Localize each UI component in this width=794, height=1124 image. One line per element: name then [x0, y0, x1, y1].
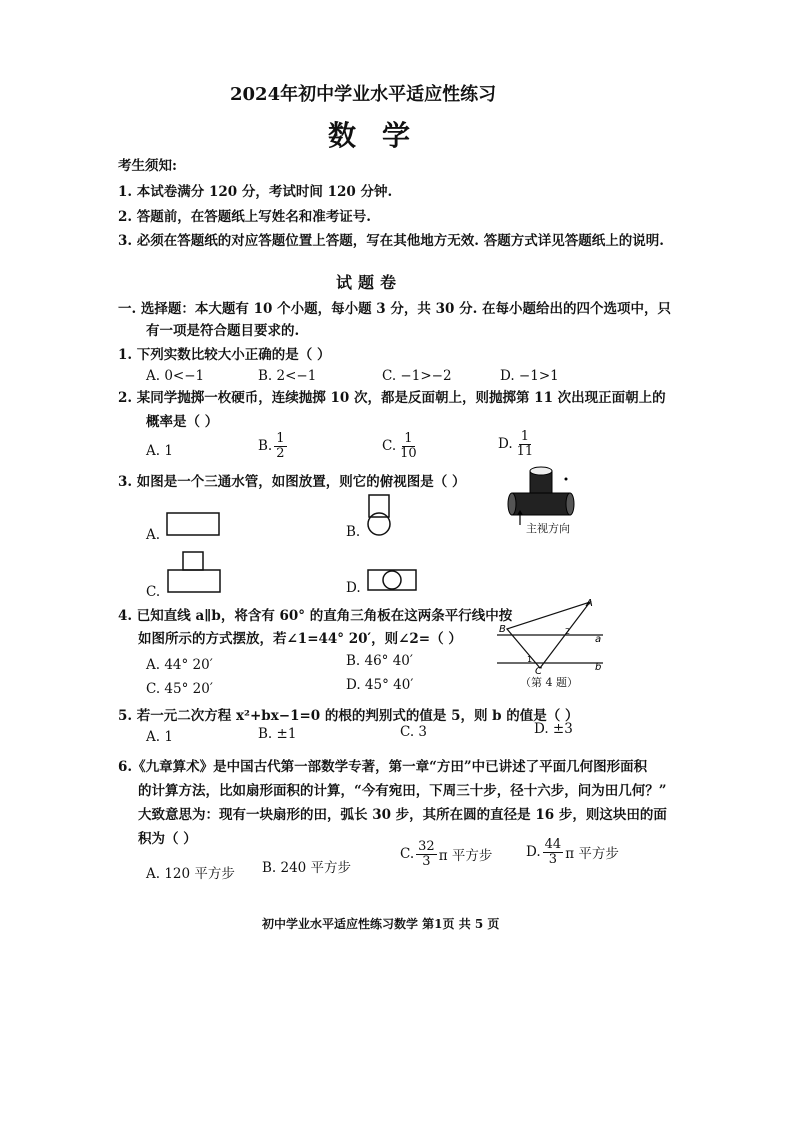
- q4-option-a: A. 44° 20′: [146, 657, 213, 673]
- q5-option-c: C. 3: [400, 724, 428, 740]
- notice-item-2: 2. 答题前，在答题纸上写姓名和准考证号.: [118, 209, 371, 225]
- notice-item-3: 3. 必须在答题纸的对应答题位置上答题，写在其他地方无效. 答题方式详见答题纸上的说明.: [118, 233, 664, 249]
- q4-geometry-figure: [495, 596, 610, 674]
- page-footer: 初中学业水平适应性练习数学 第1页 共 5 页: [262, 917, 500, 931]
- subject-title: 数学: [328, 119, 437, 152]
- q6-option-d-fraction: $\frac{44}{3}$: [544, 837, 562, 867]
- q4-option-b: B. 46° 40′: [346, 653, 413, 669]
- q4-stem-cont: 如图所示的方式摆放，若∠1=44° 20′，则∠2=（ ）: [138, 631, 462, 647]
- q6-option-c: [400, 840, 492, 868]
- q2-option-d-label: D.: [498, 436, 513, 453]
- q4-option-c: C. 45° 20′: [146, 681, 213, 697]
- q1-option-c: C. −1>−2: [382, 368, 452, 384]
- q1-option-b: B. 2<−1: [258, 368, 317, 384]
- q6-stem-cont-2: 大致意思为：现有一块扇形的田，弧长 30 步，其所在圆的直径是 16 步，则这块田的面: [138, 807, 667, 823]
- label-a: a: [595, 634, 602, 645]
- q2-stem-cont: 概率是（ ）: [146, 414, 219, 430]
- q3-view-direction-label: 主视方向: [526, 522, 570, 535]
- q6-option-a: A. 120 平方步: [146, 866, 235, 882]
- label-A: A: [586, 598, 593, 609]
- part1-instruction: 一. 选择题：本大题有 10 个小题，每小题 3 分，共 30 分. 在每小题给出的四个选项中，只: [118, 301, 671, 317]
- q6-option-d-label: D.: [526, 844, 541, 861]
- q3-option-d-label: D.: [346, 580, 361, 596]
- q1-stem: 1. 下列实数比较大小正确的是（ ）: [118, 347, 331, 363]
- q6-option-b: B. 240 平方步: [262, 860, 352, 876]
- q3-option-d-figure: [366, 568, 420, 594]
- q3-option-b-figure: [364, 494, 394, 538]
- q2-stem: 2. 某同学抛掷一枚硬币，连续抛掷 10 次，都是反面朝上，则抛掷第 11 次出现正面朝上的: [118, 390, 666, 406]
- q3-stem: 3. 如图是一个三通水管，如图放置，则它的俯视图是（ ）: [118, 474, 466, 490]
- q4-figure-caption: （第 4 题）: [520, 676, 578, 689]
- q2-option-c-label: C.: [382, 438, 397, 455]
- q5-option-b: B. ±1: [258, 726, 297, 742]
- part1-instruction-cont: 有一项是符合题目要求的.: [146, 323, 300, 339]
- q2-option-d: [498, 430, 537, 458]
- q6-stem-cont-3: 积为（ ）: [138, 831, 197, 847]
- label-angle-2: 2: [565, 627, 571, 636]
- q2-option-c: [382, 432, 421, 460]
- q6-option-d-tail: π 平方步: [565, 846, 619, 863]
- q4-stem: 4. 已知直线 a∥b，将含有 60° 的直角三角板在这两条平行线中按: [118, 608, 513, 624]
- q6-stem-cont-1: 的计算方法，比如扇形面积的计算，“今有宛田，下周三十步，径十六步，问为田几何？”: [138, 783, 667, 799]
- q2-option-a: A. 1: [146, 443, 173, 459]
- q3-option-a-label: A.: [146, 527, 161, 543]
- q1-option-a: A. 0<−1: [146, 368, 205, 384]
- q3-option-c-label: C.: [146, 584, 161, 600]
- q6-stem: 6.《九章算术》是中国古代第一部数学专著，第一章“方田”中已讲述了平面几何图形面积: [118, 759, 648, 775]
- q3-option-a-rectangle: [166, 512, 222, 538]
- q5-option-a: A. 1: [146, 729, 173, 745]
- exam-title: 2024年初中学业水平适应性练习: [230, 84, 497, 105]
- notice-heading: 考生须知:: [118, 158, 177, 174]
- q5-stem: 5. 若一元二次方程 x²+bx−1=0 的根的判别式的值是 5，则 b 的值是（ ）: [118, 708, 579, 724]
- label-b: b: [595, 662, 602, 673]
- q4-option-d: D. 45° 40′: [346, 677, 414, 693]
- q6-option-d: [526, 838, 619, 866]
- label-C: C: [535, 666, 542, 674]
- q2-option-d-fraction: $\frac{1}{11}$: [516, 429, 534, 459]
- label-angle-1: 1: [527, 655, 533, 664]
- q6-option-c-fraction: $\frac{32}{3}$: [418, 839, 435, 869]
- q2-option-c-fraction: $\frac{1}{10}$: [400, 431, 417, 461]
- q3-option-c-figure: [166, 550, 224, 596]
- label-B: B: [499, 624, 506, 635]
- q6-option-c-label: C.: [400, 846, 415, 863]
- q2-option-b: [258, 432, 289, 460]
- notice-item-1: 1. 本试卷满分 120 分，考试时间 120 分钟.: [118, 184, 393, 200]
- q2-option-b-fraction: $\frac{1}{2}$: [276, 431, 285, 461]
- q5-option-d: D. ±3: [534, 721, 573, 737]
- q3-option-b-label: B.: [346, 524, 361, 540]
- q6-option-c-tail: π 平方步: [438, 848, 493, 865]
- q2-option-b-label: B.: [258, 438, 273, 455]
- q1-option-d: D. −1>1: [500, 368, 559, 384]
- section-title: 试题卷: [336, 273, 403, 292]
